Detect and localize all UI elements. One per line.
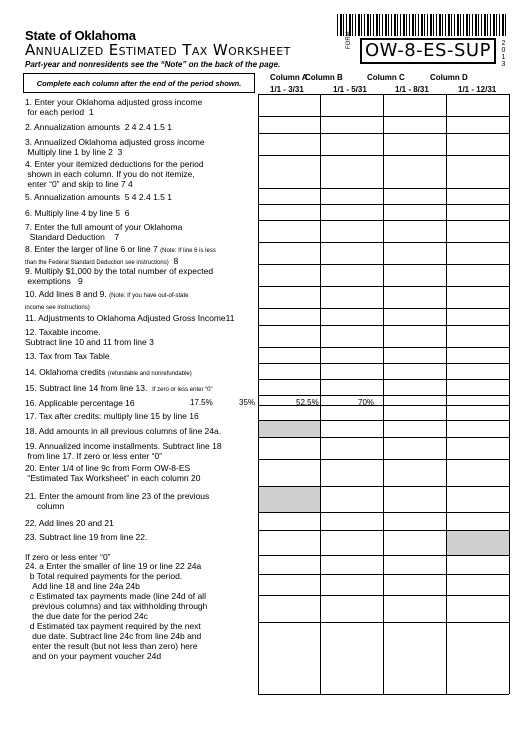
grid-row-line (258, 155, 509, 156)
percentage-column-d: 70% (358, 398, 375, 407)
grid-row-line (258, 486, 509, 487)
barcode (337, 14, 507, 36)
grid-row-line (258, 530, 509, 531)
grid-row-line (258, 379, 509, 380)
na-cell-18a (258, 420, 320, 437)
column-d-period: 1/1 - 12/31 (458, 85, 497, 94)
column-b-header: Column B (305, 73, 343, 82)
worksheet-title: Annualized Estimated Tax Worksheet (25, 41, 291, 59)
line-19-label: 19. Annualized income installments. Subtract line 18 from line 17. If zero or less enter “0” (25, 441, 222, 461)
grid-row-line (258, 512, 509, 513)
line-16-label: 16. Applicable percentage 16 (25, 398, 135, 408)
instruction-box (23, 73, 255, 93)
grid-row-line (258, 116, 509, 117)
grid-row-line (258, 459, 509, 460)
line-4-label: 4. Enter your itemized deductions for the period shown in each column. If you do not itemize, enter “0” and skip to line 7 4 (25, 159, 204, 189)
line-5-label: 5. Annualization amounts 5 4 2.4 1.5 1 (25, 192, 172, 202)
state-name: State of Oklahoma (25, 28, 136, 43)
line-21-label: 21. Enter the amount from line 23 of the previous column (25, 491, 210, 511)
grid-row-line (258, 133, 509, 134)
line-3-label: 3. Annualized Oklahoma adjusted gross income Multiply line 1 by line 2 3 (25, 137, 205, 157)
line-7-label: 7. Enter the full amount of your Oklahoma Standard Deduction 7 (25, 222, 183, 242)
line-12-label: 12. Taxable income. Subtract line 10 and 11 from line 3 (25, 327, 154, 347)
percentage-column-b: 35% (239, 398, 256, 407)
grid-line (446, 94, 447, 694)
column-d-header: Column D (430, 73, 468, 82)
form-year: 2013 (501, 40, 506, 68)
grid-row-line (258, 420, 509, 421)
grid-row-line (258, 347, 509, 348)
line-10-label: 10. Add lines 8 and 9. (Note: If you have out-of-state income see instructions) (25, 289, 189, 311)
line-13-label: 13. Tax from Tax Table (25, 351, 110, 361)
worksheet-subtitle: Part-year and nonresidents see the “Note” on the back of the page. (25, 60, 281, 69)
percentage-column-c: 52.5% (296, 398, 319, 407)
grid-row-line (258, 286, 509, 287)
instruction-text: Complete each column after the end of the period shown. (36, 78, 242, 88)
grid-row-line (258, 325, 509, 326)
line-1-label: 1. Enter your Oklahoma adjusted gross income for each period 1 (25, 97, 203, 117)
percentage-column-a: 17.5% (190, 398, 213, 407)
grid-row-line (258, 308, 509, 309)
grid-row-line (258, 94, 509, 95)
grid-line (320, 94, 321, 694)
grid-row-line (258, 264, 509, 265)
line-6-label: 6. Multiply line 4 by line 5 6 (25, 208, 130, 218)
line-8-label: 8. Enter the larger of line 6 or line 7 (Note: If line 6 is less than the Federal Standard Deduction see instructions) 8 (25, 244, 216, 266)
grid-row-line (258, 204, 509, 205)
column-c-header: Column C (367, 73, 405, 82)
grid-row-line (258, 574, 509, 575)
grid-row-line (258, 622, 509, 623)
grid-line (258, 94, 259, 694)
grid-line (383, 94, 384, 694)
grid-row-line (258, 188, 509, 189)
line-22-label: 22. Add lines 20 and 21 (25, 518, 114, 528)
grid-row-line (258, 363, 509, 364)
grid-row-line (258, 437, 509, 438)
line-11-label: 11. Adjustments to Oklahoma Adjusted Gross Income11 (25, 313, 235, 323)
column-a-period: 1/1 - 3/31 (270, 85, 304, 94)
na-cell-21a (258, 486, 320, 512)
column-b-period: 1/1 - 5/31 (333, 85, 367, 94)
na-cell-23d (446, 530, 509, 555)
grid-line (509, 94, 510, 694)
column-c-period: 1/1 - 8/31 (395, 85, 429, 94)
column-a-header: Column A (270, 73, 308, 82)
grid-row-line (258, 395, 509, 396)
line-20-label: 20. Enter 1/4 of line 9c from Form OW-8-ES “Estimated Tax Worksheet” in each column 20 (25, 463, 201, 483)
form-label: FORM (346, 31, 352, 49)
line-15-label: 15. Subtract line 14 from line 13. If zero or less enter “0” (25, 383, 213, 393)
line-18-label: 18. Add amounts in all previous columns of line 24a. (25, 426, 222, 436)
grid-row-line (258, 555, 509, 556)
grid-row-line (258, 694, 509, 695)
line-17-label: 17. Tax after credits: multiply line 15 by line 16 (25, 411, 199, 421)
line-23-label: 23. Subtract line 19 from line 22. If zero or less enter “0” (25, 532, 148, 562)
form-id: OW-8-ES-SUP (360, 38, 496, 64)
line-24-label: 24. a Enter the smaller of line 19 or line 22 24a b Total required payments for the period. Add line 18 and line 24a 24b c Estimated tax payments made (line 24d of all previous columns) and tax withholding through the due date for the period 24c d Estimated tax payment required by the next due date. Subtract line 24c from line 24b and enter the result (but not less than zero) here and on your payment voucher 24d (25, 561, 208, 661)
grid-row-line (258, 242, 509, 243)
line-2-label: 2. Annualization amounts 2 4 2.4 1.5 1 (25, 122, 172, 132)
line-9-label: 9. Multiply $1,000 by the total number of expected exemptions 9 (25, 266, 214, 286)
grid-row-line (258, 220, 509, 221)
line-14-label: 14. Oklahoma credits (refundable and nonrefundable) (25, 367, 192, 377)
grid-row-line (258, 595, 509, 596)
